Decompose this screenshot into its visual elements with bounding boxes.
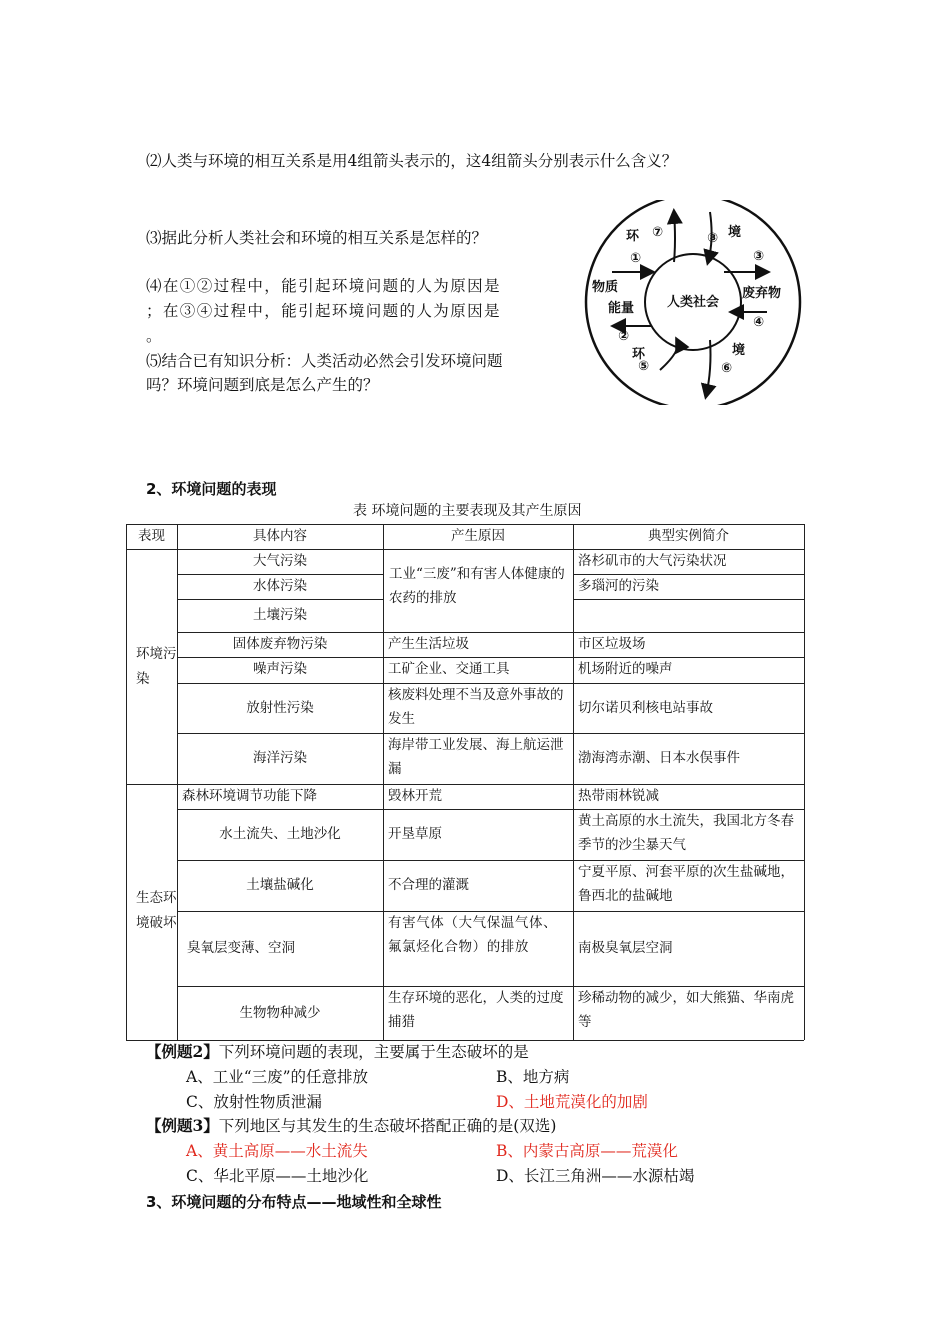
group-eco-damage: 生态环境破坏 — [136, 890, 177, 931]
table-row-content: 臭氧层变薄、空洞 — [187, 940, 295, 956]
num-6: ⑥ — [721, 361, 733, 376]
section-3-heading: 3、环境问题的分布特点——地域性和全球性 — [146, 1193, 442, 1211]
table-row-example — [573, 599, 804, 632]
arrow-7 — [674, 212, 675, 262]
example-3-option-a: A、黄土高原——水土流失 — [186, 1142, 368, 1160]
table-row-example: 多瑙河的污染 — [578, 578, 659, 594]
table-row-example: 市区垃圾场 — [578, 636, 646, 652]
table-row-example: 黄土高原的水土流失，我国北方冬春季节的沙尘暴天气 — [578, 813, 794, 853]
example-2-option-d: D、土地荒漠化的加剧 — [496, 1093, 648, 1111]
num-8: ⑧ — [707, 231, 719, 246]
table-row-example: 宁夏平原、河套平原的次生盐碱地，鲁西北的盐碱地 — [578, 864, 794, 904]
example-2-option-b: B、地方病 — [496, 1068, 570, 1086]
table-row-cause: 工矿企业、交通工具 — [388, 661, 510, 677]
table-row-cause: 生存环境的恶化，人类的过度捕猎 — [388, 990, 564, 1030]
question-5-line-1: ⑸结合已有知识分析：人类活动必然会引发环境问题 — [146, 352, 503, 370]
example-2-option-c: C、放射性物质泄漏 — [186, 1093, 322, 1111]
label-matter: 物质 — [592, 280, 619, 295]
table-row-example: 渤海湾赤潮、日本水俣事件 — [578, 750, 740, 766]
question-3: ⑶据此分析人类社会和环境的相互关系是怎样的？ — [146, 229, 488, 247]
example-2-label: 【例题2】 — [146, 1042, 219, 1061]
question-5-line-2: 吗？环境问题到底是怎么产生的？ — [146, 376, 379, 394]
table-row-cause: 开垦草原 — [388, 826, 442, 842]
header-content: 具体内容 — [253, 528, 307, 544]
table-title: 表 环境问题的主要表现及其产生原因 — [353, 503, 582, 519]
table-row-content: 土壤盐碱化 — [246, 877, 314, 893]
table-row-example: 洛杉矶市的大气污染状况 — [578, 553, 727, 569]
table-row-example: 珍稀动物的减少，如大熊猫、华南虎等 — [578, 990, 794, 1030]
num-3: ③ — [753, 249, 765, 264]
table-row-content: 固体废弃物污染 — [232, 636, 328, 652]
table-row-example: 热带雨林锐减 — [578, 788, 659, 804]
label-energy: 能量 — [608, 301, 635, 316]
num-7: ⑦ — [652, 225, 664, 240]
example-3-option-b: B、内蒙古高原——荒漠化 — [496, 1142, 678, 1160]
question-2: ⑵人类与环境的相互关系是用4组箭头表示的，这4组箭头分别表示什么含义？ — [146, 152, 678, 170]
num-4: ④ — [753, 315, 765, 330]
table-row-example: 切尔诺贝利核电站事故 — [578, 700, 713, 716]
table-row-content: 水土流失、土地沙化 — [219, 826, 341, 842]
table-row-content: 海洋污染 — [253, 750, 307, 766]
center-label: 人类社会 — [666, 295, 720, 310]
example-3-option-d: D、长江三角洲——水源枯竭 — [496, 1167, 695, 1185]
table-row-content: 大气污染 — [253, 553, 307, 569]
label-env-bl: 环 — [632, 347, 646, 362]
table-row-cause: 核废料处理不当及意外事故的发生 — [388, 687, 564, 727]
table-row-cause: 海岸带工业发展、海上航运泄漏 — [388, 737, 564, 777]
environment-problems-table — [126, 524, 804, 1040]
example-3-stem — [146, 1115, 556, 1137]
num-5: ⑤ — [638, 359, 650, 374]
table-row-cause: 产生生活垃圾 — [388, 636, 469, 652]
table-row-content: 土壤污染 — [253, 607, 307, 623]
header-cause: 产生原因 — [451, 528, 505, 544]
table-row-content: 噪声污染 — [253, 661, 307, 677]
example-2-stem — [146, 1041, 529, 1063]
label-waste: 废弃物 — [742, 286, 782, 301]
table-row-cause: 不合理的灌溉 — [388, 877, 469, 893]
num-1: ① — [630, 251, 642, 266]
example-3-option-c: C、华北平原——土地沙化 — [186, 1167, 369, 1185]
table-row-cause: 工业“三废”和有害人体健康的农药的排放 — [389, 566, 565, 606]
label-env-tr: 境 — [728, 225, 742, 240]
example-3-label: 【例题3】 — [146, 1116, 219, 1135]
table-row-content: 生物物种减少 — [239, 1005, 321, 1021]
header-manifestation: 表现 — [138, 528, 165, 544]
table-row-cause: 有害气体（大气保温气体、氟氯烃化合物）的排放 — [388, 915, 558, 955]
table-row-content: 森林环境调节功能下降 — [182, 788, 317, 804]
example-2-option-a: A、工业“三废”的任意排放 — [186, 1068, 369, 1086]
human-environment-diagram — [582, 200, 804, 405]
question-4-line-3: 。 — [146, 327, 162, 345]
table-row-content: 水体污染 — [253, 578, 307, 594]
label-env-tl: 环 — [626, 229, 640, 244]
table-row-content: 放射性污染 — [246, 700, 314, 716]
table-row-example: 南极臭氧层空洞 — [578, 940, 673, 956]
num-2: ② — [618, 329, 630, 344]
section-2-heading: 2、环境问题的表现 — [146, 480, 277, 498]
question-4-line-1: ⑷在①②过程中，能引起环境问题的人为原因是 — [146, 277, 501, 295]
example-2-text: 下列环境问题的表现，主要属于生态破坏的是 — [218, 1043, 529, 1061]
question-4-line-2: ；在③④过程中，能引起环境问题的人为原因是 — [146, 302, 501, 320]
table-row-cause: 毁林开荒 — [388, 788, 442, 804]
label-env-br: 境 — [732, 343, 746, 358]
header-example: 典型实例简介 — [648, 528, 729, 544]
table-row-example: 机场附近的噪声 — [578, 661, 673, 677]
example-3-text: 下列地区与其发生的生态破坏搭配正确的是(双选) — [218, 1117, 557, 1135]
group-pollution: 环境污染 — [136, 646, 177, 687]
